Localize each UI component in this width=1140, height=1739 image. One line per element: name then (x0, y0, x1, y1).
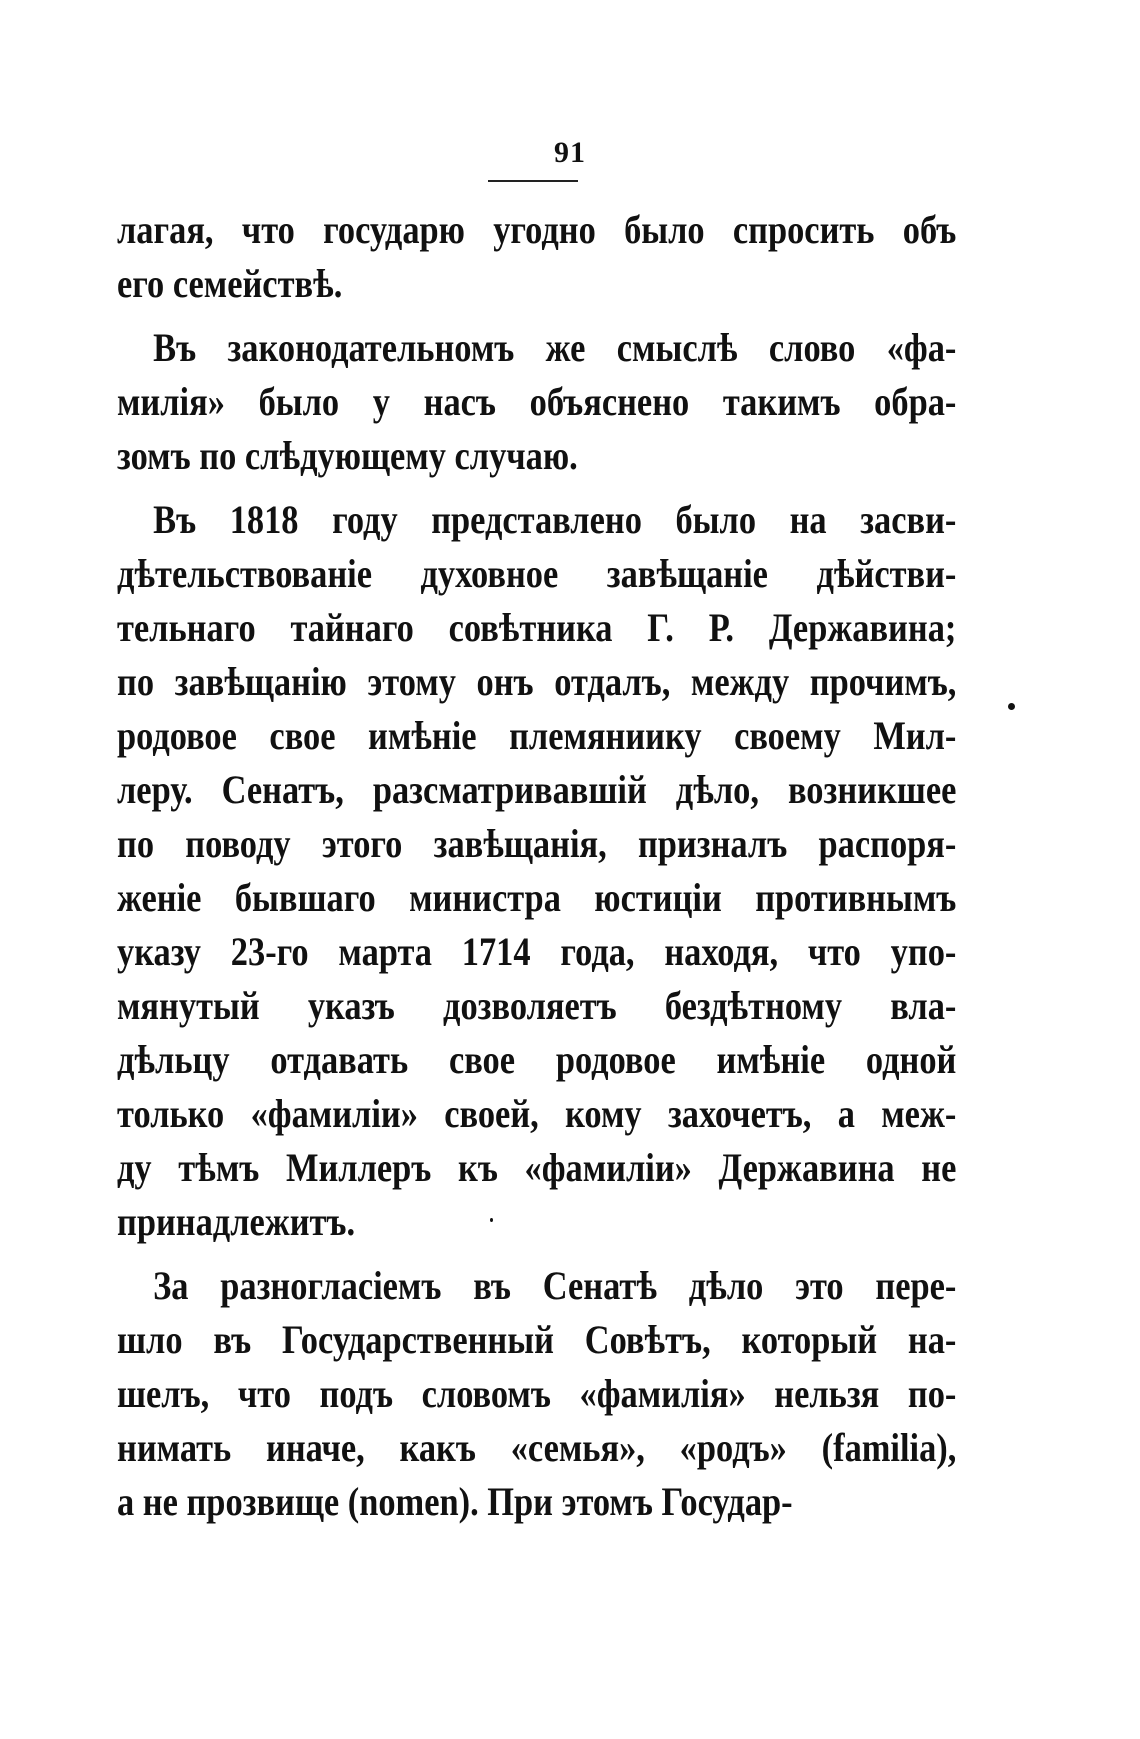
text-line: только «фамиліи» своей, кому захочетъ, а меж- (117, 1091, 957, 1136)
paragraph (117, 1259, 957, 1529)
text-line: шло въ Государственный Совѣтъ, который на- (117, 1317, 957, 1362)
text-line: дѣльцу отдавать свое родовое имѣніе одной (117, 1037, 957, 1082)
print-speck (490, 1218, 493, 1222)
text-line: тельнаго тайнаго совѣтника Г. Р. Державина; (117, 605, 957, 650)
paragraph (117, 203, 957, 311)
print-speck (1008, 703, 1015, 710)
text-line: по завѣщанію этому онъ отдалъ, между прочимъ, (117, 659, 957, 704)
text-line: Въ законодательномъ же смыслѣ слово «фа- (153, 325, 957, 370)
text-line: шелъ, что подъ словомъ «фамилія» нельзя по- (117, 1371, 957, 1416)
text-line: За разногласіемъ въ Сенатѣ дѣло это пере- (153, 1263, 957, 1308)
text-line: ду тѣмъ Миллеръ къ «фамиліи» Державина не (117, 1145, 957, 1190)
text-line: милія» было у насъ объяснено такимъ обра- (117, 379, 957, 424)
text-line: Въ 1818 году представлено было на засви- (153, 497, 957, 542)
text-line: женіе бывшаго министра юстиціи противнымъ (117, 875, 957, 920)
text-line: лагая, что государю угодно было спросить объ (117, 207, 957, 252)
page-number: 91 (554, 136, 586, 169)
text-line: нимать иначе, какъ «семья», «родъ» (familia), (117, 1425, 957, 1470)
text-line: его семействѣ. (117, 261, 343, 306)
text-line: родовое свое имѣніе племяниику своему Мил- (117, 713, 957, 758)
text-line: леру. Сенатъ, разсматривавшій дѣло, возникшее (117, 767, 957, 812)
page-number-rule (488, 180, 578, 182)
paragraph (117, 321, 957, 483)
text-line: зомъ по слѣдующему случаю. (117, 433, 578, 478)
text-line: мянутый указъ дозволяетъ бездѣтному вла- (117, 983, 957, 1028)
text-line: указу 23-го марта 1714 года, находя, что упо- (117, 929, 957, 974)
text-line: принадлежитъ. (117, 1199, 356, 1244)
body-text (117, 203, 957, 1539)
text-line: а не прозвище (nomen). При этомъ Государ- (117, 1479, 793, 1524)
paragraph (117, 493, 957, 1249)
text-line: по поводу этого завѣщанія, призналъ распоря- (117, 821, 957, 866)
text-line: дѣтельствованіе духовное завѣщаніе дѣйстви- (117, 551, 957, 596)
